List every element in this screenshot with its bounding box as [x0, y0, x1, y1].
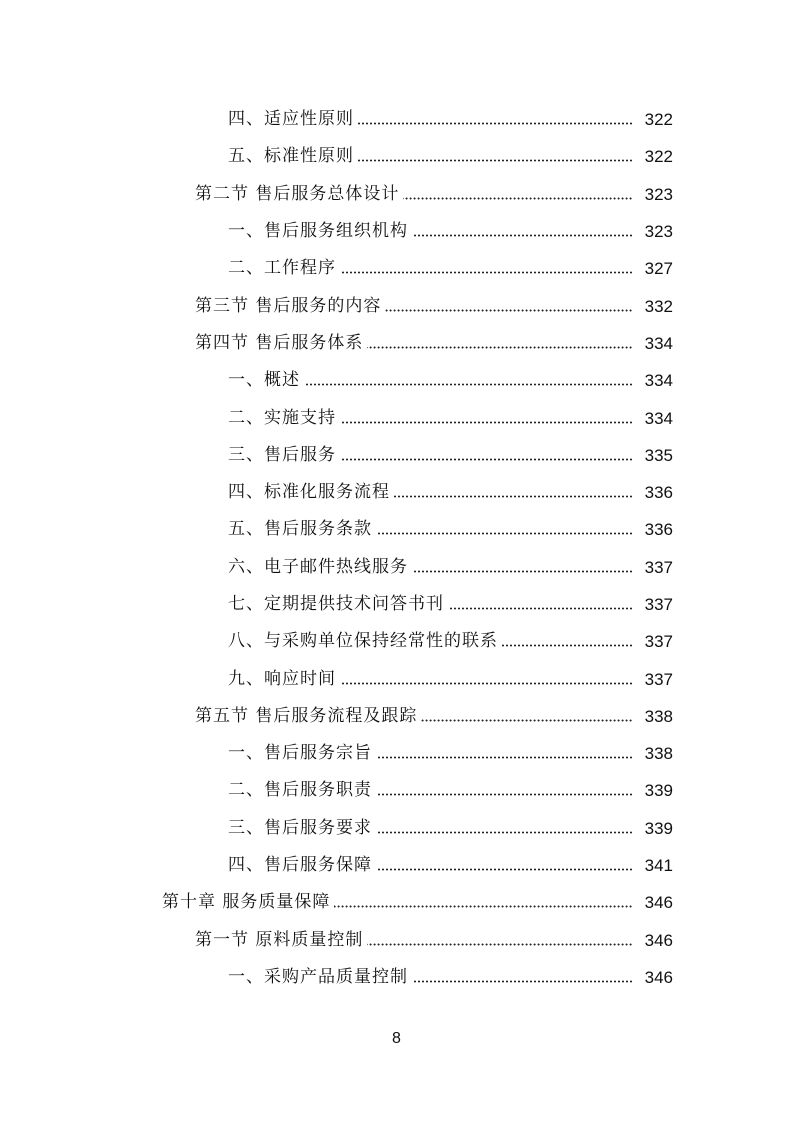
toc-dot-leader — [412, 570, 633, 573]
toc-entry-page: 341 — [644, 856, 673, 876]
toc-entry[interactable] — [0, 213, 793, 250]
toc-entry-title: 六、电子邮件热线服务 — [228, 556, 408, 577]
toc-entry-page: 339 — [644, 818, 673, 838]
toc-entry-page: 338 — [644, 706, 673, 726]
toc-entry-page: 337 — [644, 632, 673, 652]
toc-entry-title: 一、售后服务宗旨 — [228, 743, 372, 764]
toc-entry-page: 339 — [644, 781, 673, 801]
toc-entry[interactable] — [0, 623, 793, 660]
toc-dot-leader — [394, 495, 633, 498]
toc-entry-title: 二、工作程序 — [228, 258, 336, 279]
toc-dot-leader — [421, 719, 633, 722]
toc-entry[interactable] — [0, 884, 793, 921]
toc-entry[interactable] — [0, 138, 793, 175]
toc-entry-title: 五、标准性原则 — [228, 146, 354, 167]
toc-entry[interactable] — [0, 250, 793, 287]
toc-entry-title: 四、适应性原则 — [228, 109, 354, 130]
toc-dot-leader — [385, 309, 633, 312]
toc-entry[interactable] — [0, 549, 793, 586]
toc-dot-leader — [304, 383, 633, 386]
toc-entry-title: 九、响应时间 — [228, 668, 336, 689]
toc-entry-page: 327 — [644, 259, 673, 279]
toc-dot-leader — [412, 234, 633, 237]
toc-entry-page: 336 — [644, 520, 673, 540]
toc-entry-title: 第五节 售后服务流程及跟踪 — [195, 705, 418, 726]
toc-dot-leader — [376, 756, 633, 759]
toc-entry-title: 第十章 服务质量保障 — [162, 892, 331, 913]
toc-dot-leader — [367, 346, 633, 349]
toc-entry[interactable] — [0, 959, 793, 996]
toc-entry-page: 334 — [644, 408, 673, 428]
toc-entry-title: 一、概述 — [228, 370, 300, 391]
toc-entry-title: 五、售后服务条款 — [228, 519, 372, 540]
toc-entry-page: 346 — [644, 893, 673, 913]
toc-entry-title: 二、售后服务职责 — [228, 780, 372, 801]
toc-entry-title: 第三节 售后服务的内容 — [195, 295, 382, 316]
toc-entry-page: 337 — [644, 557, 673, 577]
toc-entry[interactable] — [0, 287, 793, 324]
toc-entry-title: 第四节 售后服务体系 — [195, 332, 364, 353]
toc-entry-title: 四、售后服务保障 — [228, 855, 372, 876]
toc-entry-title: 第二节 售后服务总体设计 — [195, 183, 400, 204]
toc-dot-leader — [376, 831, 633, 834]
toc-dot-leader — [358, 122, 633, 125]
toc-entry[interactable] — [0, 922, 793, 959]
toc-entry[interactable] — [0, 325, 793, 362]
toc-entry[interactable] — [0, 437, 793, 474]
toc-dot-leader — [334, 905, 633, 908]
toc-entry[interactable] — [0, 511, 793, 548]
toc-entry-page: 337 — [644, 669, 673, 689]
toc-dot-leader — [376, 868, 633, 871]
toc-entry[interactable] — [0, 810, 793, 847]
toc-dot-leader — [367, 943, 633, 946]
toc-entry-page: 334 — [644, 371, 673, 391]
toc-entry-page: 338 — [644, 744, 673, 764]
toc-dot-leader — [340, 421, 633, 424]
toc-entry[interactable] — [0, 101, 793, 138]
toc-entry-title: 三、售后服务 — [228, 444, 336, 465]
toc-entry-page: 337 — [644, 595, 673, 614]
toc-dot-leader — [376, 793, 633, 796]
page-number: 8 — [392, 1030, 401, 1047]
toc-entry[interactable] — [0, 362, 793, 399]
toc-dot-leader — [403, 197, 633, 200]
toc-entry-page: 323 — [644, 184, 673, 204]
toc-entry-page: 323 — [644, 222, 673, 242]
toc-entry-page: 322 — [644, 147, 673, 167]
toc-entry-page: 335 — [644, 445, 673, 465]
toc-entry-page: 346 — [644, 930, 673, 950]
toc-entry-title: 一、售后服务组织机构 — [228, 221, 408, 242]
toc-entry-page: 332 — [644, 296, 673, 316]
toc-dot-leader — [340, 682, 633, 685]
toc-dot-leader — [340, 458, 633, 461]
toc-entry[interactable] — [0, 660, 793, 697]
toc-entry-title: 第一节 原料质量控制 — [195, 929, 364, 950]
toc-entry-title: 一、采购产品质量控制 — [228, 966, 408, 987]
toc-dot-leader — [376, 532, 633, 535]
toc-entry[interactable] — [0, 586, 793, 623]
toc-entry-title: 四、标准化服务流程 — [228, 482, 390, 503]
toc-entry-page: 322 — [644, 110, 673, 130]
toc-dot-leader — [448, 607, 633, 610]
toc-entry-title: 二、实施支持 — [228, 407, 336, 428]
toc-entry[interactable] — [0, 474, 793, 511]
toc-dot-leader — [340, 271, 633, 274]
toc-entry[interactable] — [0, 735, 793, 772]
toc-entry[interactable] — [0, 399, 793, 436]
toc-entry-title: 七、定期提供技术问答书刊 — [228, 594, 444, 614]
toc-entry-title: 八、与采购单位保持经常性的联系 — [228, 631, 498, 652]
toc-entry-title: 三、售后服务要求 — [228, 817, 372, 838]
toc-dot-leader — [358, 159, 633, 162]
toc-entry-page: 334 — [644, 333, 673, 353]
toc-entry-page: 346 — [644, 967, 673, 987]
toc-entry[interactable] — [0, 176, 793, 213]
toc-entry[interactable] — [0, 698, 793, 735]
table-of-contents — [0, 101, 793, 996]
toc-entry-page: 336 — [644, 483, 673, 503]
toc-dot-leader — [412, 980, 633, 983]
toc-entry[interactable] — [0, 847, 793, 884]
toc-dot-leader — [502, 644, 633, 647]
toc-entry[interactable] — [0, 772, 793, 809]
